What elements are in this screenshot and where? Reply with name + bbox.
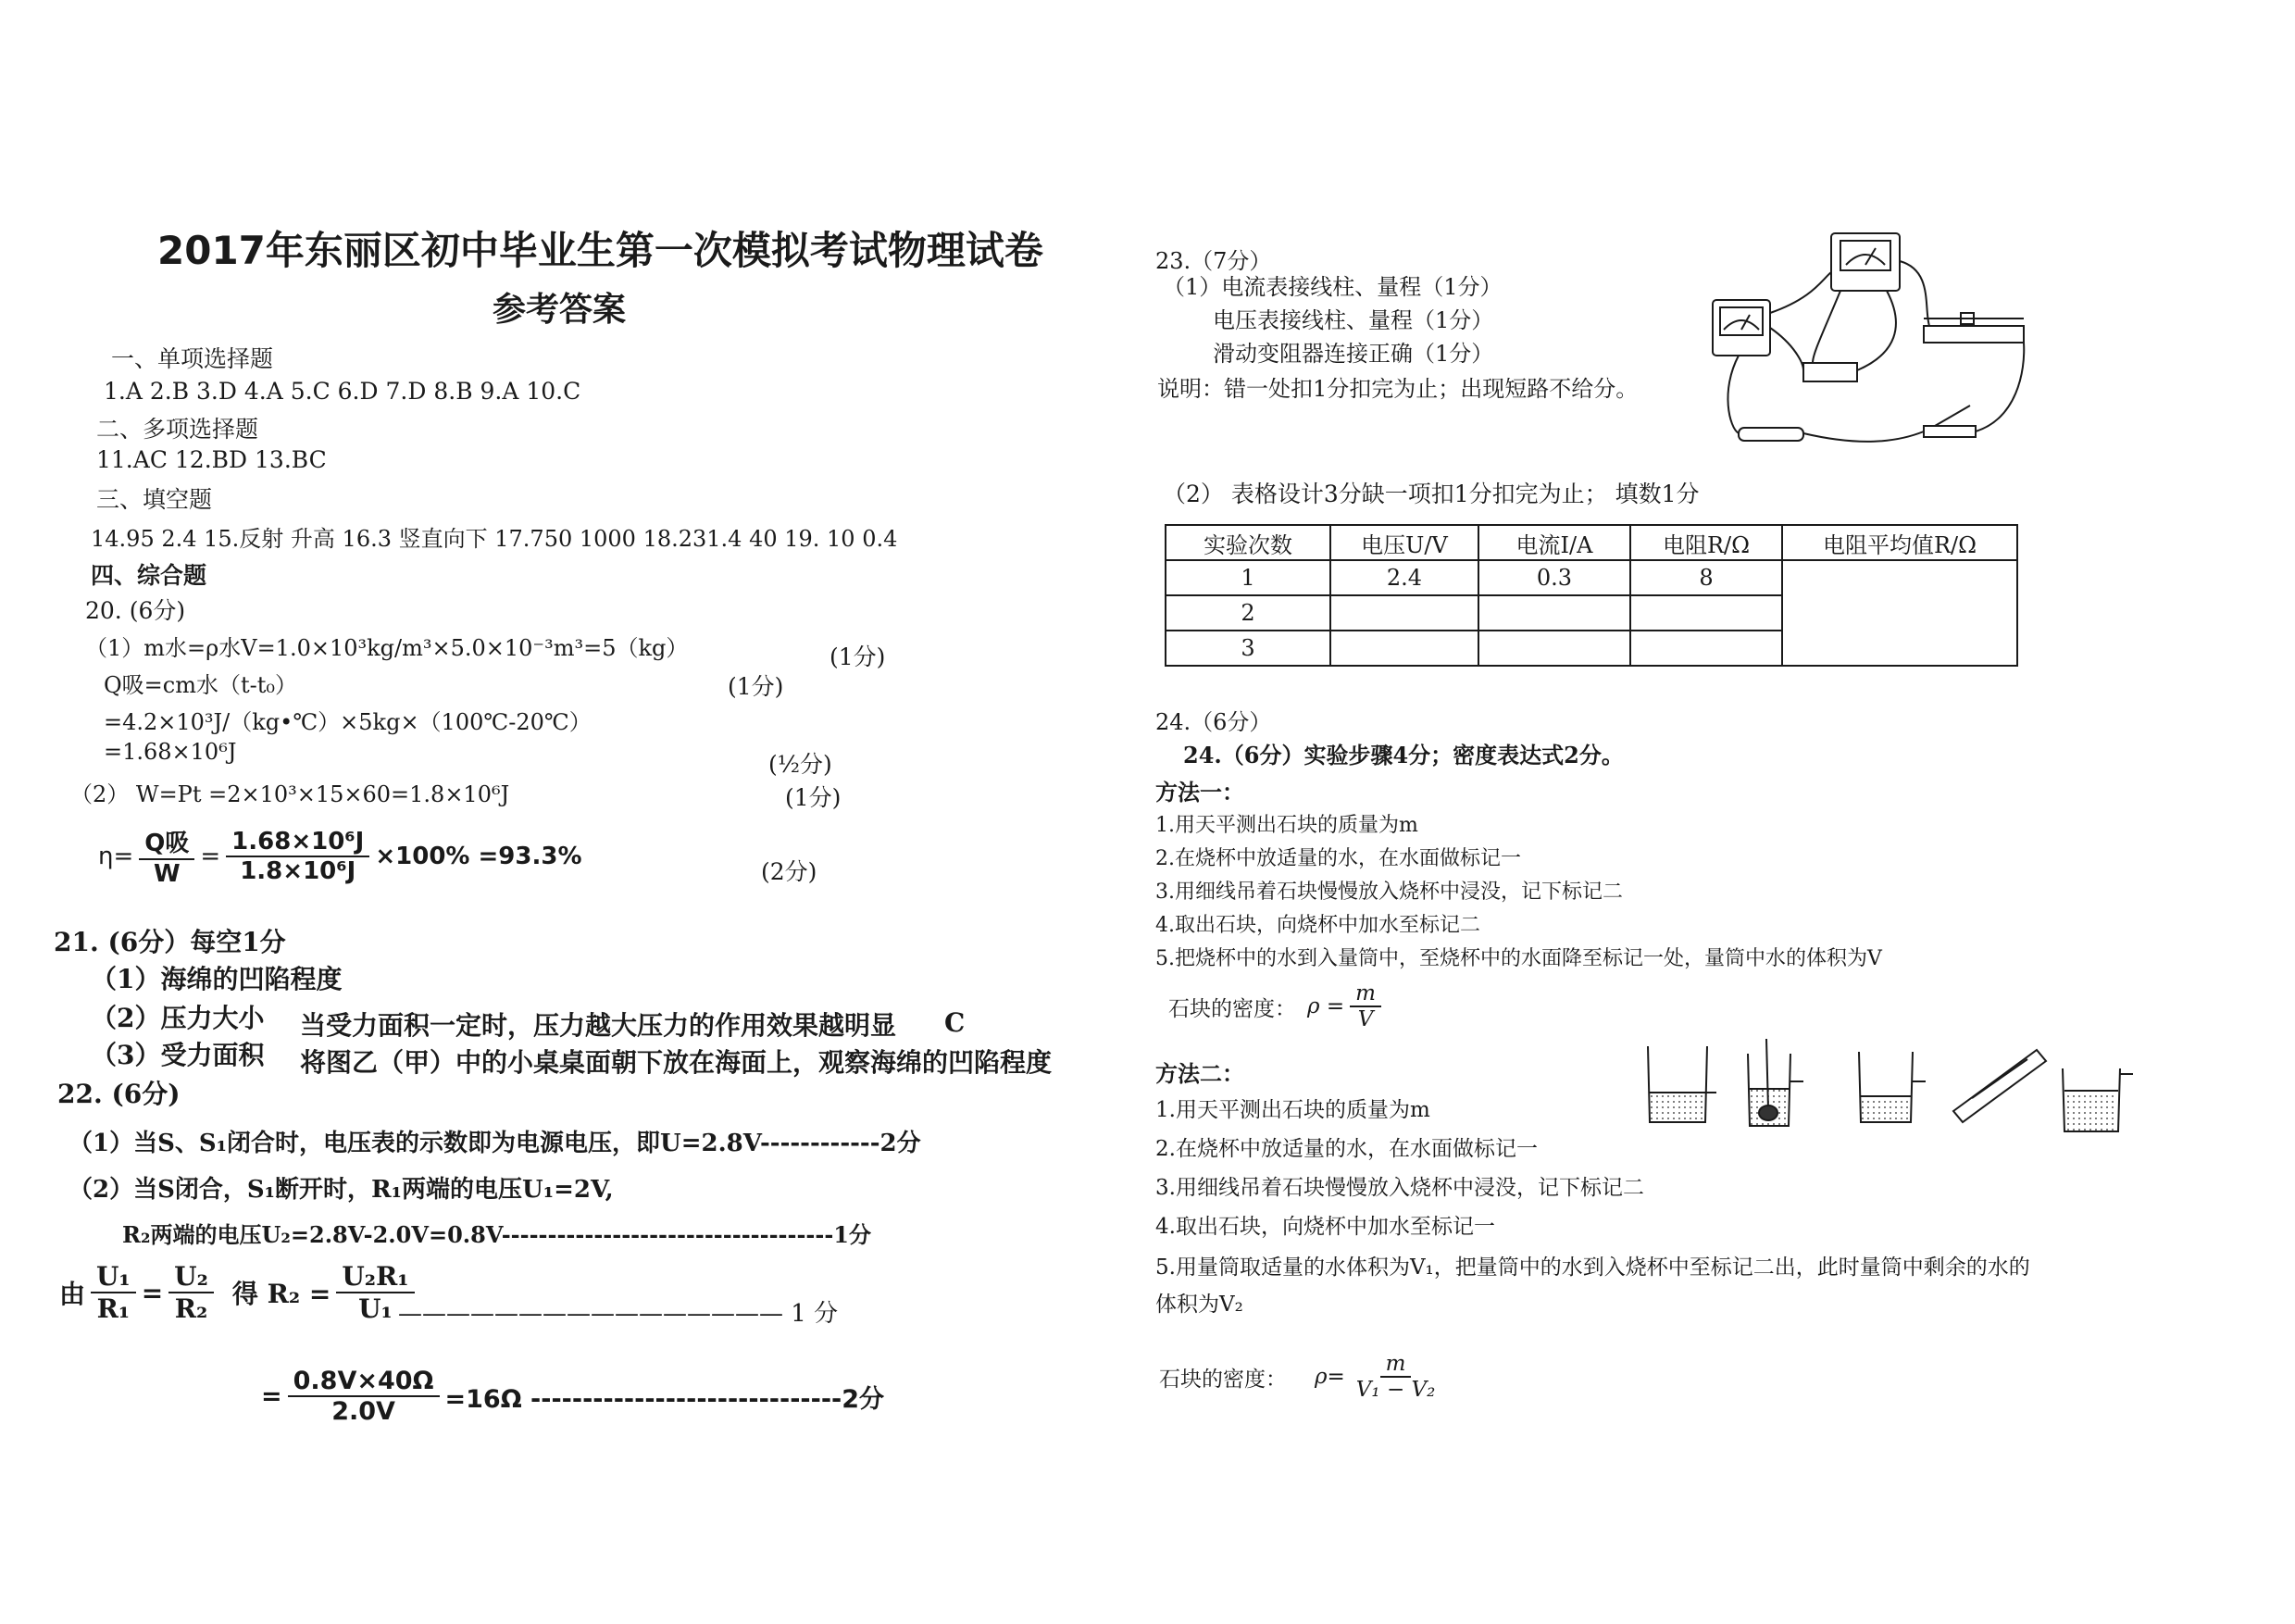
- q21-heading: 21. (6分）每空1分: [54, 927, 286, 957]
- eta-tail: ×100% =93.3%: [375, 842, 582, 870]
- method-1-density-label: 石块的密度：: [1168, 996, 1296, 1021]
- method-2-frac-den: V₁ − V₂: [1355, 1378, 1436, 1402]
- q20-line-2: Q吸=cm水（t-t₀）: [104, 672, 298, 698]
- eta-frac-1-num: Q吸: [139, 824, 194, 860]
- method-2-step-3: 3.用细线吊着石块慢慢放入烧杯中浸没，记下标记二: [1155, 1176, 1644, 1200]
- method-1-rho: ρ =: [1307, 994, 1345, 1018]
- q22-formula-score: ———————————————— 1 分: [398, 1300, 839, 1328]
- table-cell: [1330, 595, 1478, 631]
- q22-calc: [261, 1367, 884, 1426]
- eta-eq: =: [200, 842, 221, 870]
- method-2-heading: 方法二：: [1155, 1060, 1244, 1087]
- q22-calc-frac: [288, 1367, 440, 1426]
- q21-line-2c: C: [944, 1007, 966, 1038]
- table-cell: [1630, 631, 1782, 666]
- table-cell-average: [1782, 560, 2017, 666]
- header-cell: 实验次数: [1166, 525, 1330, 560]
- q24-subheading: 24.（6分）实验步骤4分；密度表达式2分。: [1183, 742, 1624, 768]
- q22-frac-r1: R₁: [96, 1293, 131, 1324]
- method-2-step-2: 2.在烧杯中放适量的水，在水面做标记一: [1155, 1137, 1538, 1161]
- method-2-frac-num: m: [1380, 1352, 1412, 1378]
- q20-line-1: （1）m水=ρ水V=1.0×10³kg/m³×5.0×10⁻³m³=5（kg）: [85, 635, 689, 661]
- method-1-density: [1168, 981, 1387, 1031]
- page-title: 2017年东丽区初中毕业生第一次模拟考试物理试卷: [157, 228, 1043, 273]
- q20-line-1-score: (1分): [829, 643, 886, 670]
- table-cell: 0.3: [1478, 560, 1630, 595]
- experiment-table: [1165, 524, 2018, 667]
- header-cell: 电阻平均值R/Ω: [1782, 525, 2017, 560]
- section-1-heading: 一、单项选择题: [111, 345, 274, 372]
- table-cell: 2.4: [1330, 560, 1478, 595]
- q20-efficiency-formula: [98, 824, 582, 888]
- circuit-diagram: [1702, 224, 2035, 457]
- q20-line-3: =4.2×10³J/（kg•℃）×5kg×（100℃-20℃）: [104, 709, 592, 735]
- section-3-answers: 14.95 2.4 15.反射 升高 16.3 竖直向下 17.750 1000 18.231.4 40 19. 10 0.4: [91, 526, 898, 552]
- table-cell: [1478, 631, 1630, 666]
- table-cell: 2: [1166, 595, 1330, 631]
- q23-line-3: 滑动变阻器连接正确（1分）: [1213, 341, 1494, 367]
- eta-frac-2: [226, 828, 369, 885]
- q22-calc-res: =16Ω ------------------------------2分: [444, 1384, 885, 1414]
- method-2-step-5: 5.用量筒取适量的水体积为V₁，把量筒中的水到入烧杯中至标记二出，此时量筒中剩余的水的: [1155, 1255, 2030, 1280]
- section-4-heading: 四、综合题: [91, 562, 207, 589]
- method-2-rho: ρ=: [1315, 1365, 1345, 1389]
- method-1-frac-den: V: [1357, 1007, 1374, 1031]
- q20-line-5: （2） W=Pt =2×10³×15×60=1.8×10⁶J: [70, 781, 510, 807]
- q21-line-2b: 当受力面积一定时，压力越大压力的作用效果越明显: [300, 1010, 897, 1041]
- table-cell: 1: [1166, 560, 1330, 595]
- q22-frac-u2: U₂: [168, 1261, 214, 1293]
- eta-frac-2-num: 1.68×10⁶J: [226, 828, 369, 857]
- header-cell: 电阻R/Ω: [1630, 525, 1782, 560]
- eta-frac-2-den: 1.8×10⁶J: [240, 856, 356, 885]
- eta-frac-1: [139, 824, 194, 888]
- q20-line-5-score: (1分): [785, 784, 842, 811]
- method-2-density-label: 石块的密度：: [1159, 1367, 1287, 1392]
- method-1-step-2: 2.在烧杯中放适量的水，在水面做标记一: [1155, 847, 1521, 870]
- q20-eta-score: (2分): [761, 858, 817, 885]
- q21-line-3a: （3）受力面积: [91, 1040, 265, 1070]
- q22-frac-r2: R₂: [174, 1293, 208, 1324]
- q20-heading: 20. (6分): [85, 597, 186, 624]
- q22-eq: =: [141, 1277, 164, 1308]
- method-2-density: [1159, 1352, 1446, 1402]
- eta-lhs: η=: [98, 842, 134, 870]
- table-cell: [1330, 631, 1478, 666]
- q20-line-2-score: (1分): [728, 673, 784, 700]
- table-row: [1166, 560, 2017, 595]
- q22-line-2: （2）当S闭合，S₁断开时，R₁两端的电压U₁=2V,: [69, 1176, 614, 1204]
- table-cell: [1630, 595, 1782, 631]
- q20-line-4-score: (½分): [768, 751, 832, 778]
- header-cell: 电压U/V: [1330, 525, 1478, 560]
- method-2-step-5b: 体积为V₂: [1155, 1293, 1243, 1317]
- q22-frac-u1: U₁: [91, 1261, 136, 1293]
- q22-frac-u2r1: U₂R₁: [336, 1261, 414, 1293]
- q21-line-2a: （2）压力大小: [91, 1003, 265, 1033]
- table-header-row: [1166, 525, 2017, 560]
- method-1-step-4: 4.取出石块，向烧杯中加水至标记二: [1155, 914, 1480, 937]
- header-cell: 电流I/A: [1478, 525, 1630, 560]
- table-cell: 8: [1630, 560, 1782, 595]
- q22-frac-u1b: U₁: [358, 1293, 393, 1324]
- method-2-step-1: 1.用天平测出石块的质量为m: [1155, 1098, 1430, 1122]
- q24-heading: 24.（6分）: [1155, 709, 1272, 735]
- q22-de: 得 R₂ =: [231, 1279, 331, 1309]
- q22-calc-eq: =: [261, 1381, 282, 1411]
- q22-line-1: （1）当S、S₁闭合时，电压表的示数即为电源电压，即U=2.8V------------2分: [69, 1130, 921, 1157]
- q23-line-1: （1）电流表接线柱、量程（1分）: [1163, 274, 1503, 300]
- table-cell: 3: [1166, 631, 1330, 666]
- table-cell: [1478, 595, 1630, 631]
- q23-line-4: （2） 表格设计3分缺一项扣1分扣完为止； 填数1分: [1163, 481, 1700, 507]
- section-1-answers: 1.A 2.B 3.D 4.A 5.C 6.D 7.D 8.B 9.A 10.C: [104, 378, 581, 405]
- method-1-frac-num: m: [1350, 981, 1381, 1007]
- q22-formula: [59, 1261, 420, 1324]
- section-2-answers: 11.AC 12.BD 13.BC: [96, 446, 327, 473]
- eta-frac-1-den: W: [153, 860, 181, 888]
- q22-calc-den: 2.0V: [331, 1397, 395, 1426]
- q22-you: 由: [59, 1279, 86, 1309]
- page-subtitle: 参考答案: [493, 291, 627, 329]
- section-2-heading: 二、多项选择题: [96, 416, 259, 443]
- method-1-step-5: 5.把烧杯中的水到入量筒中，至烧杯中的水面降至标记一处，量筒中水的体积为V: [1155, 947, 1882, 970]
- beaker-diagram: [1639, 1033, 2157, 1144]
- q20-line-4: =1.68×10⁶J: [104, 739, 237, 765]
- method-2-step-4: 4.取出石块，向烧杯中加水至标记一: [1155, 1215, 1495, 1239]
- q23-note: 说明：错一处扣1分扣完为止；出现短路不给分。: [1157, 376, 1639, 402]
- q22-heading: 22. (6分): [57, 1079, 181, 1109]
- q23-line-2: 电压表接线柱、量程（1分）: [1213, 307, 1494, 333]
- method-1-step-1: 1.用天平测出石块的质量为m: [1155, 814, 1418, 837]
- q23-heading: 23.（7分）: [1155, 248, 1272, 274]
- method-1-step-3: 3.用细线吊着石块慢慢放入烧杯中浸没，记下标记二: [1155, 881, 1623, 904]
- method-2-frac: [1351, 1352, 1441, 1402]
- q21-line-1: （1）海绵的凹陷程度: [91, 964, 343, 994]
- section-3-heading: 三、填空题: [96, 486, 213, 513]
- q22-frac-u2r2: [168, 1261, 214, 1324]
- q22-calc-num: 0.8V×40Ω: [288, 1367, 440, 1397]
- method-1-frac: [1350, 981, 1381, 1031]
- q22-frac-u1r1: [91, 1261, 136, 1324]
- q22-line-3: R₂两端的电压U₂=2.8V-2.0V=0.8V------------------------------------1分: [122, 1221, 872, 1248]
- method-1-heading: 方法一：: [1155, 779, 1244, 806]
- q21-line-3b: 将图乙（甲）中的小桌桌面朝下放在海面上，观察海绵的凹陷程度: [300, 1047, 1053, 1078]
